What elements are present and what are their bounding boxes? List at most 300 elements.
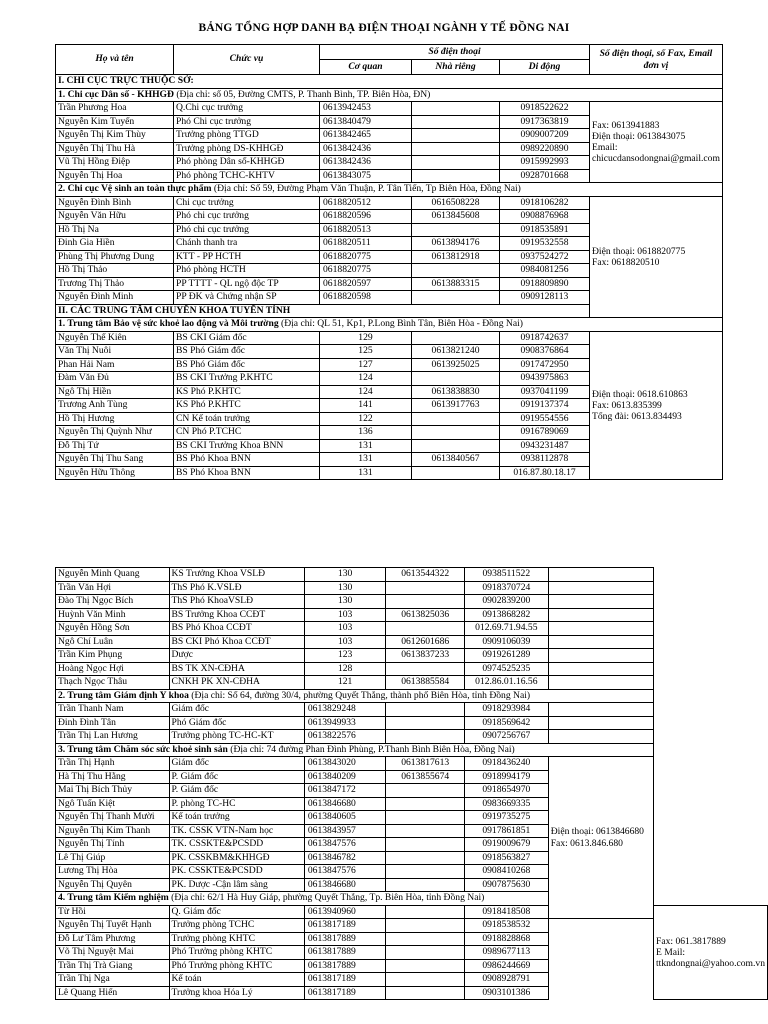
unit-heading bbox=[56, 689, 654, 703]
mobile-phone: 0918106282 bbox=[500, 196, 590, 210]
contact-name: Nguyễn Kim Tuyến bbox=[56, 115, 174, 129]
contact-position: BS Trưởng Khoa CCĐT bbox=[169, 608, 304, 622]
contact-position: PK. CSSKTE&PCSDD bbox=[169, 865, 304, 879]
office-phone: 130 bbox=[304, 568, 386, 582]
mobile-phone: 0919261289 bbox=[464, 649, 548, 663]
unit-heading bbox=[56, 88, 723, 102]
office-phone: 0618820511 bbox=[320, 237, 412, 251]
mobile-phone: 0919735275 bbox=[464, 811, 548, 825]
home-phone bbox=[386, 595, 464, 609]
unit-name: 3. Trung tâm Chăm sóc sức khoẻ sinh sản bbox=[58, 743, 228, 755]
home-phone bbox=[412, 466, 500, 480]
office-phone: 128 bbox=[304, 662, 386, 676]
office-phone: 0613842436 bbox=[320, 156, 412, 170]
contact-position: KS Phó P.KHTC bbox=[174, 399, 320, 413]
contact-position: BS CKI Trưởng Khoa BNN bbox=[174, 439, 320, 453]
mobile-phone: 0916789069 bbox=[500, 426, 590, 440]
home-phone bbox=[412, 291, 500, 305]
contact-name: Nguyễn Thị Kim Thanh bbox=[56, 824, 170, 838]
home-phone bbox=[412, 372, 500, 386]
mobile-phone: 0918654970 bbox=[464, 784, 548, 798]
office-phone: 141 bbox=[320, 399, 412, 413]
unit-heading bbox=[56, 318, 723, 332]
office-phone: 0613847576 bbox=[304, 865, 386, 879]
contact-row bbox=[56, 622, 768, 636]
contact-name: Phùng Thị Phương Dung bbox=[56, 250, 174, 264]
unit-heading-row bbox=[56, 318, 723, 332]
office-phone: 0613829248 bbox=[304, 703, 386, 717]
contact-position: P. Giám đốc bbox=[169, 784, 304, 798]
office-phone: 131 bbox=[320, 466, 412, 480]
office-phone: 125 bbox=[320, 345, 412, 359]
contact-position: PK. CSSKBM&KHHGĐ bbox=[169, 851, 304, 865]
contact-position: Trưởng phòng TTGD bbox=[174, 129, 320, 143]
header-unit-contact: Số điện thoại, số Fax, Email đơn vị bbox=[590, 45, 723, 75]
contact-name: Thạch Ngọc Thâu bbox=[56, 676, 170, 690]
mobile-phone: 0919554556 bbox=[500, 412, 590, 426]
contact-position: CNKH PK XN-CĐHA bbox=[169, 676, 304, 690]
unit-contact-empty bbox=[548, 676, 653, 690]
office-phone: 0613846782 bbox=[304, 851, 386, 865]
mobile-phone: 0918418508 bbox=[464, 905, 548, 919]
mobile-phone: 0907875630 bbox=[464, 878, 548, 892]
section-heading-row bbox=[56, 304, 723, 318]
mobile-phone: 012.69.71.94.55 bbox=[464, 622, 548, 636]
home-phone: 0613821240 bbox=[412, 345, 500, 359]
contact-name: Nguyễn Thế Kiên bbox=[56, 331, 174, 345]
mobile-phone: 0918828868 bbox=[464, 932, 548, 946]
mobile-phone: 0918809890 bbox=[500, 277, 590, 291]
contact-name: Võ Thị Nguyệt Mai bbox=[56, 946, 170, 960]
mobile-phone: 0902839200 bbox=[464, 595, 548, 609]
unit-heading bbox=[56, 183, 723, 197]
contact-name: Ngô Chí Luân bbox=[56, 635, 170, 649]
office-phone: 0618820596 bbox=[320, 210, 412, 224]
contact-position: Kế toán bbox=[169, 973, 304, 987]
office-phone: 103 bbox=[304, 608, 386, 622]
mobile-phone: 0984081256 bbox=[500, 264, 590, 278]
home-phone bbox=[386, 905, 464, 919]
mobile-phone: 0943231487 bbox=[500, 439, 590, 453]
office-phone: 0613843075 bbox=[320, 169, 412, 183]
office-phone: 103 bbox=[304, 622, 386, 636]
contact-name: Trần Thị Hạnh bbox=[56, 757, 170, 771]
unit-contact-empty bbox=[548, 703, 653, 717]
header-mobile: Di động bbox=[500, 60, 590, 75]
contact-position: BS CKI Giám đốc bbox=[174, 331, 320, 345]
office-phone: 0618820512 bbox=[320, 196, 412, 210]
office-phone: 131 bbox=[320, 439, 412, 453]
contact-row bbox=[56, 730, 768, 744]
office-phone: 124 bbox=[320, 385, 412, 399]
contact-name: Phan Hải Nam bbox=[56, 358, 174, 372]
office-phone: 0613942453 bbox=[320, 102, 412, 116]
contact-name: Nguyễn Thị Thu Hà bbox=[56, 142, 174, 156]
mobile-phone: 0918994179 bbox=[464, 770, 548, 784]
contact-position: Chi cục trưởng bbox=[174, 196, 320, 210]
mobile-phone: 0908876968 bbox=[500, 210, 590, 224]
unit-name: 4. Trung tâm Kiểm nghiệm bbox=[58, 892, 169, 904]
header-office: Cơ quan bbox=[320, 60, 412, 75]
contact-row bbox=[56, 331, 723, 345]
contact-position: ThS Phó KhoaVSLĐ bbox=[169, 595, 304, 609]
header-name: Họ và tên bbox=[56, 45, 174, 75]
home-phone: 0613917763 bbox=[412, 399, 500, 413]
contact-name: Trần Văn Hợi bbox=[56, 581, 170, 595]
contact-position: P. Giám đốc bbox=[169, 770, 304, 784]
contact-position: Q.Chi cục trưởng bbox=[174, 102, 320, 116]
unit-name: 2. Trung tâm Giám định Y khoa bbox=[58, 689, 189, 701]
home-phone bbox=[412, 142, 500, 156]
office-phone: 122 bbox=[320, 412, 412, 426]
home-phone bbox=[386, 865, 464, 879]
document-title: BẢNG TỔNG HỢP DANH BẠ ĐIỆN THOẠI NGÀNH Y TẾ ĐỒNG NAI bbox=[198, 22, 570, 34]
home-phone bbox=[412, 169, 500, 183]
unit-address: (Địa chỉ: Số 64, đường 30/4, phường Quyết Thắng, thành phố Biên Hòa, tỉnh Đồng Nai) bbox=[188, 689, 531, 701]
mobile-phone: 0928701668 bbox=[500, 169, 590, 183]
unit-contact-empty bbox=[548, 649, 653, 663]
contact-name: Văn Thị Nuôi bbox=[56, 345, 174, 359]
home-phone bbox=[386, 662, 464, 676]
home-phone: 0613837233 bbox=[386, 649, 464, 663]
unit-name: 1. Chi cục Dân số - KHHGĐ bbox=[58, 88, 174, 100]
contact-name: Hồ Thị Na bbox=[56, 223, 174, 237]
contact-position: Phó Giám đốc bbox=[169, 716, 304, 730]
contact-name: Trần Thanh Nam bbox=[56, 703, 170, 717]
home-phone bbox=[386, 878, 464, 892]
home-phone bbox=[386, 986, 464, 1000]
contact-name: Từ Hồi bbox=[56, 905, 170, 919]
home-phone: 0616508228 bbox=[412, 196, 500, 210]
unit-contact-empty bbox=[548, 608, 653, 622]
contact-position: BS CKI Trưởng P.KHTC bbox=[174, 372, 320, 386]
contact-row bbox=[56, 811, 768, 825]
office-phone: 0613822576 bbox=[304, 730, 386, 744]
contact-position: Q. Giám đốc bbox=[169, 905, 304, 919]
mobile-phone: 0909128113 bbox=[500, 291, 590, 305]
contact-name: Nguyễn Thị Tuyết Hạnh bbox=[56, 919, 170, 933]
contact-position: Trưởng khoa Hóa Lý bbox=[169, 986, 304, 1000]
mobile-phone: 0938112878 bbox=[500, 453, 590, 467]
contact-row bbox=[56, 824, 768, 838]
mobile-phone: 0909106039 bbox=[464, 635, 548, 649]
contact-name: Trần Kim Phụng bbox=[56, 649, 170, 663]
contact-name: Hoàng Ngọc Hợi bbox=[56, 662, 170, 676]
office-phone: 0618820775 bbox=[320, 264, 412, 278]
mobile-phone: 0918563827 bbox=[464, 851, 548, 865]
home-phone bbox=[386, 622, 464, 636]
unit-address: (Địa chỉ: 62/1 Hà Huy Giáp, phường Quyết Thắng, Tp. Biên Hòa, tỉnh Đồng Nai) bbox=[168, 892, 485, 904]
contact-name: Nguyễn Thị Hoa bbox=[56, 169, 174, 183]
mobile-phone: 0918293984 bbox=[464, 703, 548, 717]
office-phone: 103 bbox=[304, 635, 386, 649]
contact-row bbox=[56, 635, 768, 649]
unit-name: 1. Trung tâm Bảo vệ sức khoẻ lao động và Môi trường bbox=[58, 318, 279, 330]
contact-row bbox=[56, 649, 768, 663]
contact-position: Phó Chi cục trưởng bbox=[174, 115, 320, 129]
unit-heading bbox=[56, 892, 654, 906]
mobile-phone: 0913868282 bbox=[464, 608, 548, 622]
unit-contact-empty bbox=[548, 622, 653, 636]
contact-row bbox=[56, 716, 768, 730]
contact-row bbox=[56, 770, 768, 784]
directory-table-page-1 bbox=[55, 44, 723, 480]
contact-name: Lương Thị Hòa bbox=[56, 865, 170, 879]
contact-name: Hồ Thị Thảo bbox=[56, 264, 174, 278]
mobile-phone: 016.87.80.18.17 bbox=[500, 466, 590, 480]
office-phone: 0613940960 bbox=[304, 905, 386, 919]
contact-name: Đàm Văn Đủ bbox=[56, 372, 174, 386]
unit-heading-row bbox=[56, 88, 723, 102]
unit-contact-empty bbox=[548, 716, 653, 730]
unit-address: (Địa chỉ: QL 51, Kp1, P.Long Bình Tân, Biên Hòa - Đồng Nai) bbox=[278, 318, 523, 330]
contact-position: TK. CSSK VTN-Nam học bbox=[169, 824, 304, 838]
unit-heading-row bbox=[56, 743, 768, 757]
office-phone: 0613842465 bbox=[320, 129, 412, 143]
contact-row bbox=[56, 757, 768, 771]
contact-name: Nguyễn Hữu Thông bbox=[56, 466, 174, 480]
contact-name: Ngô Tuấn Kiệt bbox=[56, 797, 170, 811]
office-phone: 0613843020 bbox=[304, 757, 386, 771]
contact-position: PP ĐK và Chứng nhận SP bbox=[174, 291, 320, 305]
contact-name: Trần Phương Hoa bbox=[56, 102, 174, 116]
mobile-phone: 0915992993 bbox=[500, 156, 590, 170]
home-phone bbox=[412, 439, 500, 453]
mobile-phone: 0903101386 bbox=[464, 986, 548, 1000]
contact-name: Nguyễn Đình Bình bbox=[56, 196, 174, 210]
home-phone bbox=[386, 919, 464, 933]
unit-heading-row bbox=[56, 689, 768, 703]
contact-row bbox=[56, 102, 723, 116]
home-phone: 0613838830 bbox=[412, 385, 500, 399]
contact-name: Lê Thị Giúp bbox=[56, 851, 170, 865]
office-phone: 121 bbox=[304, 676, 386, 690]
contact-row bbox=[56, 608, 768, 622]
contact-position: Phó chi cục trưởng bbox=[174, 223, 320, 237]
office-phone: 131 bbox=[320, 453, 412, 467]
contact-name: Đào Thị Ngọc Bích bbox=[56, 595, 170, 609]
mobile-phone: 0919009679 bbox=[464, 838, 548, 852]
home-phone: 0613855674 bbox=[386, 770, 464, 784]
contact-position: Chánh thanh tra bbox=[174, 237, 320, 251]
mobile-phone: 0983669335 bbox=[464, 797, 548, 811]
office-phone: 0618820597 bbox=[320, 277, 412, 291]
mobile-phone: 0907256767 bbox=[464, 730, 548, 744]
mobile-phone: 012.86.01.16.56 bbox=[464, 676, 548, 690]
office-phone: 0618820775 bbox=[320, 250, 412, 264]
contact-position: Phó chi cục trưởng bbox=[174, 210, 320, 224]
contact-position: TK. CSSKTE&PCSDD bbox=[169, 838, 304, 852]
mobile-phone: 0943975863 bbox=[500, 372, 590, 386]
office-phone: 0613843957 bbox=[304, 824, 386, 838]
contact-row bbox=[56, 595, 768, 609]
office-phone: 0618820513 bbox=[320, 223, 412, 237]
home-phone bbox=[386, 838, 464, 852]
office-phone: 129 bbox=[320, 331, 412, 345]
office-phone: 0613949933 bbox=[304, 716, 386, 730]
contact-position: KTT - PP HCTH bbox=[174, 250, 320, 264]
home-phone bbox=[386, 797, 464, 811]
unit-contact-info: Fax: 0613941883 Điện thoại: 0613843075 Email: chicucdansodongnai@gmail.com bbox=[590, 102, 723, 183]
mobile-phone: 0918535891 bbox=[500, 223, 590, 237]
contact-position: Trưởng phòng KHTC bbox=[169, 932, 304, 946]
office-phone: 0613840605 bbox=[304, 811, 386, 825]
contact-position: BS Phó Khoa BNN bbox=[174, 453, 320, 467]
home-phone bbox=[386, 784, 464, 798]
mobile-phone: 0937041199 bbox=[500, 385, 590, 399]
contact-position: Phó Trưởng phòng KHTC bbox=[169, 946, 304, 960]
unit-contact-empty bbox=[548, 581, 653, 595]
contact-position: PK. Dược -Cận lâm sàng bbox=[169, 878, 304, 892]
office-phone: 0613840209 bbox=[304, 770, 386, 784]
mobile-phone: 0908410268 bbox=[464, 865, 548, 879]
contact-position: ThS Phó K.VSLĐ bbox=[169, 581, 304, 595]
contact-position: Phó Trưởng phòng KHTC bbox=[169, 959, 304, 973]
contact-position: Dược bbox=[169, 649, 304, 663]
contact-name: Nguyễn Hồng Sơn bbox=[56, 622, 170, 636]
mobile-phone: 0918569642 bbox=[464, 716, 548, 730]
contact-name: Nguyễn Thị Kim Thùy bbox=[56, 129, 174, 143]
office-phone: 0613817189 bbox=[304, 919, 386, 933]
contact-name: Trương Thị Thảo bbox=[56, 277, 174, 291]
office-phone: 0613842436 bbox=[320, 142, 412, 156]
home-phone bbox=[386, 581, 464, 595]
contact-name: Nguyễn Văn Hữu bbox=[56, 210, 174, 224]
office-phone: 0613817189 bbox=[304, 986, 386, 1000]
home-phone bbox=[412, 102, 500, 116]
mobile-phone: 0918522622 bbox=[500, 102, 590, 116]
contact-row bbox=[56, 662, 768, 676]
home-phone bbox=[412, 129, 500, 143]
contact-name: Hồ Thị Hương bbox=[56, 412, 174, 426]
contact-name: Nguyễn Thị Thu Sang bbox=[56, 453, 174, 467]
contact-name: Đinh Gia Hiền bbox=[56, 237, 174, 251]
unit-address: (Địa chỉ: Số 59, Đường Phạm Văn Thuận, P. Tân Tiến, Tp Biên Hòa, Đồng Nai) bbox=[211, 183, 521, 195]
contact-name: Lê Quang Hiển bbox=[56, 986, 170, 1000]
home-phone bbox=[412, 426, 500, 440]
contact-name: Trần Thị Trà Giang bbox=[56, 959, 170, 973]
contact-position: BS Phó Giám đốc bbox=[174, 345, 320, 359]
directory-table-page-2 bbox=[55, 567, 768, 1000]
office-phone: 130 bbox=[304, 595, 386, 609]
office-phone: 127 bbox=[320, 358, 412, 372]
office-phone: 0618820598 bbox=[320, 291, 412, 305]
mobile-phone: 0918742637 bbox=[500, 331, 590, 345]
office-phone: 0613817889 bbox=[304, 946, 386, 960]
office-phone: 0613817189 bbox=[304, 973, 386, 987]
unit-contact-info: Điện thoại: 0618.610863 Fax: 0613.835399 Tổng đài: 0613.834493 bbox=[590, 331, 723, 480]
contact-position: PP TTTT - QL ngộ độc TP bbox=[174, 277, 320, 291]
home-phone bbox=[412, 115, 500, 129]
unit-contact-empty bbox=[548, 595, 653, 609]
mobile-phone: 0917861851 bbox=[464, 824, 548, 838]
contact-position: Phó phòng TCHC-KHTV bbox=[174, 169, 320, 183]
header-phone-group: Số điện thoại bbox=[320, 45, 590, 60]
unit-contact-empty bbox=[548, 730, 653, 744]
unit-heading-row bbox=[56, 183, 723, 197]
header-home: Nhà riêng bbox=[412, 60, 500, 75]
unit-contact-empty bbox=[548, 635, 653, 649]
contact-position: Phó phòng Dân số-KHHGĐ bbox=[174, 156, 320, 170]
home-phone: 0613894176 bbox=[412, 237, 500, 251]
mobile-phone: 0918538532 bbox=[464, 919, 548, 933]
unit-contact-empty bbox=[548, 662, 653, 676]
home-phone bbox=[386, 932, 464, 946]
contact-name: Nguyễn Thị Quỳnh Như bbox=[56, 426, 174, 440]
contact-row bbox=[56, 703, 768, 717]
contact-position: Giám đốc bbox=[169, 703, 304, 717]
home-phone: 0613825036 bbox=[386, 608, 464, 622]
home-phone bbox=[386, 811, 464, 825]
home-phone bbox=[386, 716, 464, 730]
contact-name: Nguyễn Thị Tính bbox=[56, 838, 170, 852]
contact-row bbox=[56, 878, 768, 892]
contact-position: Phó phòng HCTH bbox=[174, 264, 320, 278]
home-phone bbox=[412, 156, 500, 170]
contact-position: BS Phó Giám đốc bbox=[174, 358, 320, 372]
mobile-phone: 0918436240 bbox=[464, 757, 548, 771]
mobile-phone: 0937524272 bbox=[500, 250, 590, 264]
home-phone bbox=[386, 851, 464, 865]
contact-name: Trương Anh Tùng bbox=[56, 399, 174, 413]
mobile-phone: 0909007209 bbox=[500, 129, 590, 143]
contact-position: KS Phó P.KHTC bbox=[174, 385, 320, 399]
home-phone bbox=[386, 824, 464, 838]
mobile-phone: 0908376864 bbox=[500, 345, 590, 359]
contact-row bbox=[56, 676, 768, 690]
home-phone: 0612601686 bbox=[386, 635, 464, 649]
home-phone bbox=[386, 959, 464, 973]
contact-name: Huỳnh Văn Minh bbox=[56, 608, 170, 622]
home-phone: 0613883315 bbox=[412, 277, 500, 291]
contact-row bbox=[56, 784, 768, 798]
unit-contact-info: Điện thoại: 0618820775 Fax: 0618820510 bbox=[590, 196, 723, 318]
contact-position: Kế toán trưởng bbox=[169, 811, 304, 825]
office-phone: 0613817889 bbox=[304, 932, 386, 946]
contact-position: CN Phó P.TCHC bbox=[174, 426, 320, 440]
contact-name: Đỗ Lư Tâm Phương bbox=[56, 932, 170, 946]
contact-row bbox=[56, 797, 768, 811]
mobile-phone: 0989220890 bbox=[500, 142, 590, 156]
contact-name: Hà Thị Thu Hằng bbox=[56, 770, 170, 784]
home-phone bbox=[412, 412, 500, 426]
home-phone bbox=[412, 264, 500, 278]
contact-row bbox=[56, 838, 768, 852]
office-phone: 0613840479 bbox=[320, 115, 412, 129]
office-phone: 123 bbox=[304, 649, 386, 663]
contact-position: BS TK XN-CĐHA bbox=[169, 662, 304, 676]
office-phone: 0613846680 bbox=[304, 878, 386, 892]
contact-position: BS Phó Khoa BNN bbox=[174, 466, 320, 480]
unit-heading-row bbox=[56, 892, 768, 906]
office-phone: 0613847172 bbox=[304, 784, 386, 798]
unit-heading bbox=[56, 743, 654, 757]
home-phone: 0613845608 bbox=[412, 210, 500, 224]
mobile-phone: 0938511522 bbox=[464, 568, 548, 582]
unit-contact-info: Fax: 061.3817889 E Mail: ttkndongnai@yahoo.com.vn bbox=[653, 905, 767, 1000]
mobile-phone: 0974525235 bbox=[464, 662, 548, 676]
unit-name: 2. Chi cục Vệ sinh an toàn thực phẩm bbox=[58, 183, 212, 195]
contact-name: Nguyễn Minh Quang bbox=[56, 568, 170, 582]
contact-name: Nguyễn Thị Quyên bbox=[56, 878, 170, 892]
home-phone bbox=[386, 703, 464, 717]
unit-address: (Địa chỉ: số 05, Đường CMTS, P. Thanh Bình, TP. Biên Hòa, ĐN) bbox=[173, 88, 431, 100]
contact-row bbox=[56, 851, 768, 865]
section-heading: I. CHI CỤC TRỰC THUỘC SỞ: bbox=[56, 75, 723, 89]
office-phone: 0613846680 bbox=[304, 797, 386, 811]
contact-position: BS CKI Phó Khoa CCĐT bbox=[169, 635, 304, 649]
home-phone bbox=[386, 730, 464, 744]
